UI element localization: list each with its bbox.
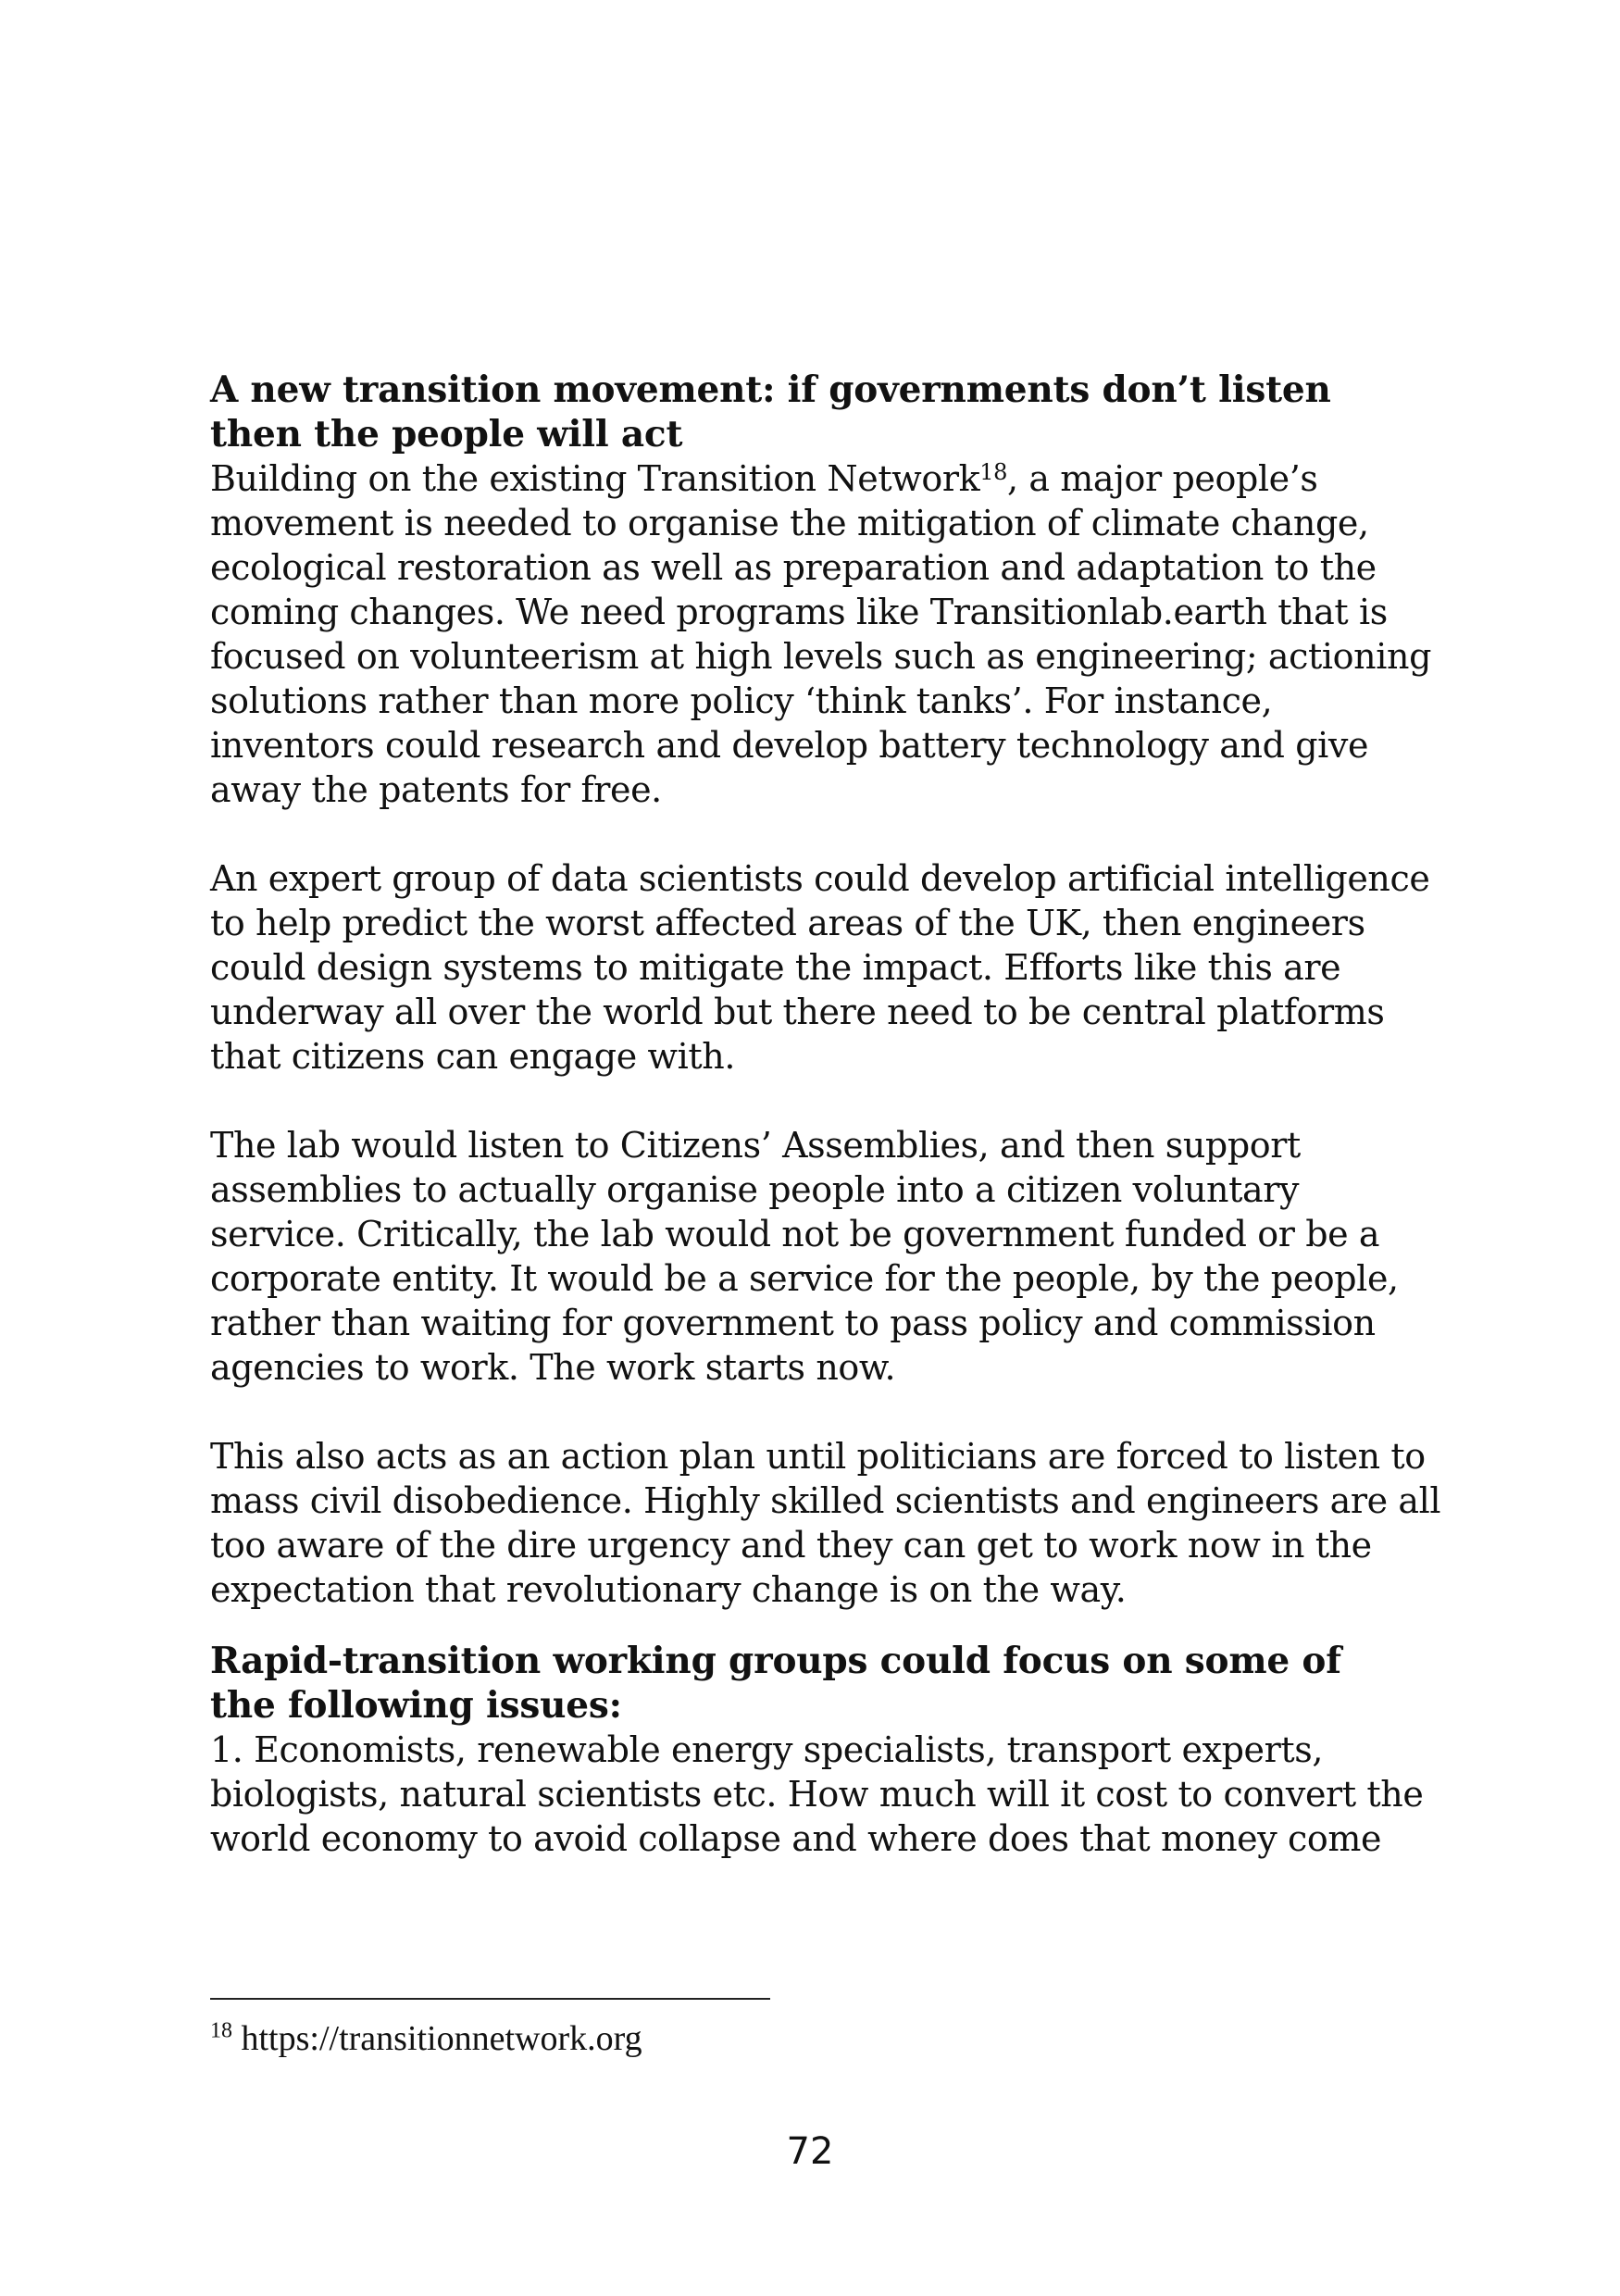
paragraph: An expert group of data scientists could develop artificial intelligence to help predict the worst affected areas of the UK, then engineers could design systems to mitigate the impact. Efforts like this are underway all over the world but there need to be central platforms that citizens can engage with. <box>210 858 1430 1077</box>
footnote-number: 18 <box>210 2018 232 2043</box>
section-transition-movement <box>210 368 1441 1612</box>
section-heading <box>210 368 1441 456</box>
footnote-reference[interactable]: 18 <box>979 459 1007 486</box>
footnote-link[interactable]: https://transitionnetwork.org <box>232 2019 642 2058</box>
footnote-divider <box>210 1998 770 2000</box>
paragraph <box>210 456 1441 812</box>
paragraph-text: , a major people’s movement is needed to organise the mitigation of climate change, ecological restoration as well as preparation and adaptation to the coming changes. We need programs like Transitionlab.earth that is focused on volunteerism at high levels such as engineering; actioning solutions rather than more policy ‘think tanks’. For instance, inventors could research and develop battery technology and give away the patents for free. <box>210 458 1431 810</box>
paragraph-text: Building on the existing Transition Network <box>210 458 980 499</box>
heading-line: Rapid-transition working groups could focus on some of <box>210 1640 1341 1682</box>
list-item: 1. Economists, renewable energy specialists, transport experts, biologists, natural scientists etc. How much will it cost to convert the world economy to avoid collapse and where does that money come <box>210 1729 1424 1859</box>
page-number: 72 <box>786 2130 834 2173</box>
paragraph: The lab would listen to Citizens’ Assemblies, and then support assemblies to actually organise people into a citizen voluntary service. Critically, the lab would not be government funded or be a corporate entity. It would be a service for the people, by the people, rather than waiting for government to pass policy and commission agencies to work. The work starts now. <box>210 1125 1399 1388</box>
section-heading <box>210 1639 1441 1728</box>
heading-line: A new transition movement: if governments don’t listen <box>210 368 1331 411</box>
heading-line: then the people will act <box>210 413 683 455</box>
heading-line: the following issues: <box>210 1684 622 1727</box>
paragraph: This also acts as an action plan until politicians are forced to listen to mass civil disobedience. Highly skilled scientists and engineers are all too aware of the dire urgency and they can get to work now in the expectation that revolutionary change is on the way. <box>210 1436 1441 1610</box>
footnote <box>210 2018 642 2059</box>
section-working-groups <box>210 1639 1441 1861</box>
